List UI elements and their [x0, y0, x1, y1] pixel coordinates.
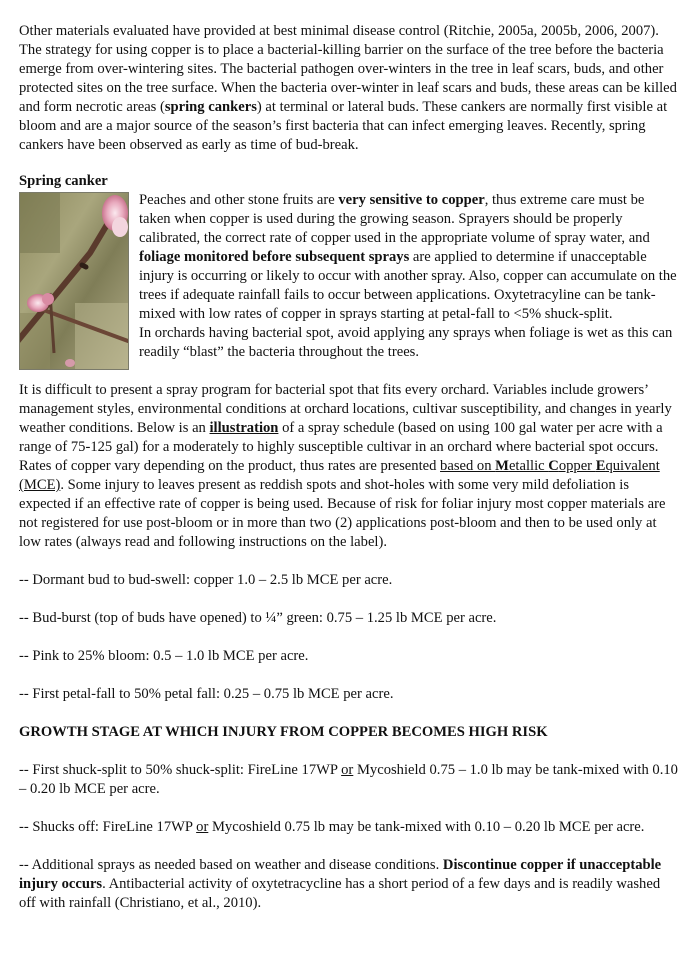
text-run: of a spray schedule (based on using 100 gal water per acre with a range of 75-125 gal) for a moderately to highly susceptible cultivar in an orchard where bacterial spot occurs. Rates of copper vary depending on the product, thus rates are presented: [19, 420, 663, 474]
intro-paragraph: [19, 22, 679, 155]
peach-shoot-image: [20, 193, 128, 369]
schedule-item-bud-burst: -- Bud-burst (top of buds have opened) to ¼” green: 0.75 – 1.25 lb MCE per acre.: [19, 610, 497, 626]
text-run: -- First shuck-split to 50% shuck-split: FireLine 17WP: [19, 762, 342, 778]
text-run: -- Shucks off: FireLine 17WP: [19, 819, 197, 835]
spring-canker-text: [139, 191, 679, 362]
schedule-item-pink: -- Pink to 25% bloom: 0.5 – 1.0 lb MCE per acre.: [19, 648, 309, 664]
intro-text-after: ) at terminal or lateral buds. These cankers are normally first visible at bloom and are a major source of the season’s first bacteria that can infect emerging leaves. Recently, spring cankers have been observed as early as time of bud-break.: [19, 99, 668, 153]
spray-program-paragraph: [19, 381, 679, 552]
text-run: Peaches and other stone fruits are: [139, 192, 339, 208]
or-underlined: or: [341, 762, 354, 778]
text-run: . Antibacterial activity of oxytetracycline has a short period of a few days and is readily washed off with rainfall (Christiano, et al., 2010).: [19, 876, 661, 911]
discontinue-copper-emphasis: Discontinue copper if unacceptable injury occurs: [19, 857, 662, 892]
document-page: [19, 22, 679, 913]
spring-canker-section: [19, 172, 679, 362]
spring-canker-title: Spring canker: [19, 173, 108, 189]
text-run: . Some injury to leaves present as reddish spots and shot-holes with some very mild defoliation is expected if an effective rate of copper is being used. Because of risk for foliar injury most copper materials are not registered for use post-bloom or in more than two (2) applications post-bloom and then to be used only at low rates (always read and following instructions on the label).: [19, 477, 666, 550]
blast-warning-paragraph: In orchards having bacterial spot, avoid applying any sprays when foliage is wet as this can readily “blast” the bacteria throughout the trees.: [139, 325, 673, 360]
foliage-monitored-emphasis: foliage monitored before subsequent sprays: [139, 249, 410, 265]
illustration-emphasis: illustration: [209, 420, 279, 436]
text-run: etallic: [508, 458, 549, 474]
text-run: It is difficult to present a spray program for bacterial spot that fits every orchard. Variables include growers’ management styles, environmental conditions at orchard locations, cultivar susceptibility, and changes in yearly weather conditions. Below is an: [19, 382, 672, 436]
spring-cankers-term: spring cankers: [164, 99, 257, 115]
copper-sensitivity-paragraph: [139, 191, 679, 324]
very-sensitive-emphasis: very sensitive to copper: [338, 192, 485, 208]
text-run: opper: [558, 458, 596, 474]
risk-item-shucks-off: [19, 818, 679, 837]
risk-item-shuck-split: [19, 761, 679, 799]
intro-text: Other materials evaluated have provided at best minimal disease control (Ritchie, 2005a, 2005b, 2006, 2007). The strategy for using copper is to place a bacterial-killing barrier on the surface of the tree before the bacteria emerge from over-wintering sites. The bacterial pathogen over-winters in the tree in leaf scars, buds, and other protected sites on the tree surface. When the bacteria over-winter in leaf scars and buds, these areas can be killed and form necrotic areas (: [19, 23, 677, 115]
schedule-item-dormant: -- Dormant bud to bud-swell: copper 1.0 – 2.5 lb MCE per acre.: [19, 572, 393, 588]
risk-item-additional-sprays: [19, 856, 679, 913]
schedule-item-petal-fall: -- First petal-fall to 50% petal fall: 0.25 – 0.75 lb MCE per acre.: [19, 686, 394, 702]
spring-canker-photo: [19, 192, 129, 370]
text-run: Mycoshield 0.75 lb may be tank-mixed with 0.10 – 0.20 lb MCE per acre.: [208, 819, 645, 835]
mce-letter-c: C: [548, 458, 559, 474]
text-run: are applied to determine if unacceptable injury is occurring or likely to occur with another spray. Also, copper can accumulate on the trees if adequate rainfall fails to occur between applications. Oxytetracyline can be tank-mixed with low rates of copper in sprays starting at petal-fall to <5% shuck-split.: [139, 249, 677, 322]
high-risk-heading: GROWTH STAGE AT WHICH INJURY FROM COPPER BECOMES HIGH RISK: [19, 724, 548, 740]
or-underlined: or: [196, 819, 209, 835]
text-run: Mycoshield 0.75 – 1.0 lb may be tank-mixed with 0.10 – 0.20 lb MCE per acre.: [19, 762, 678, 797]
text-run: -- Additional sprays as needed based on weather and disease conditions.: [19, 857, 443, 873]
mce-letter-e: E: [595, 458, 606, 474]
text-run: based on: [440, 458, 496, 474]
text-run: , thus extreme care must be taken when copper is used during the growing season. Sprayers should be properly calibrated, the correct rate of copper used in the appropriate volume of spray water, and: [139, 192, 650, 246]
text-run: quivalent (MCE): [19, 458, 660, 493]
mce-letter-m: M: [495, 458, 509, 474]
